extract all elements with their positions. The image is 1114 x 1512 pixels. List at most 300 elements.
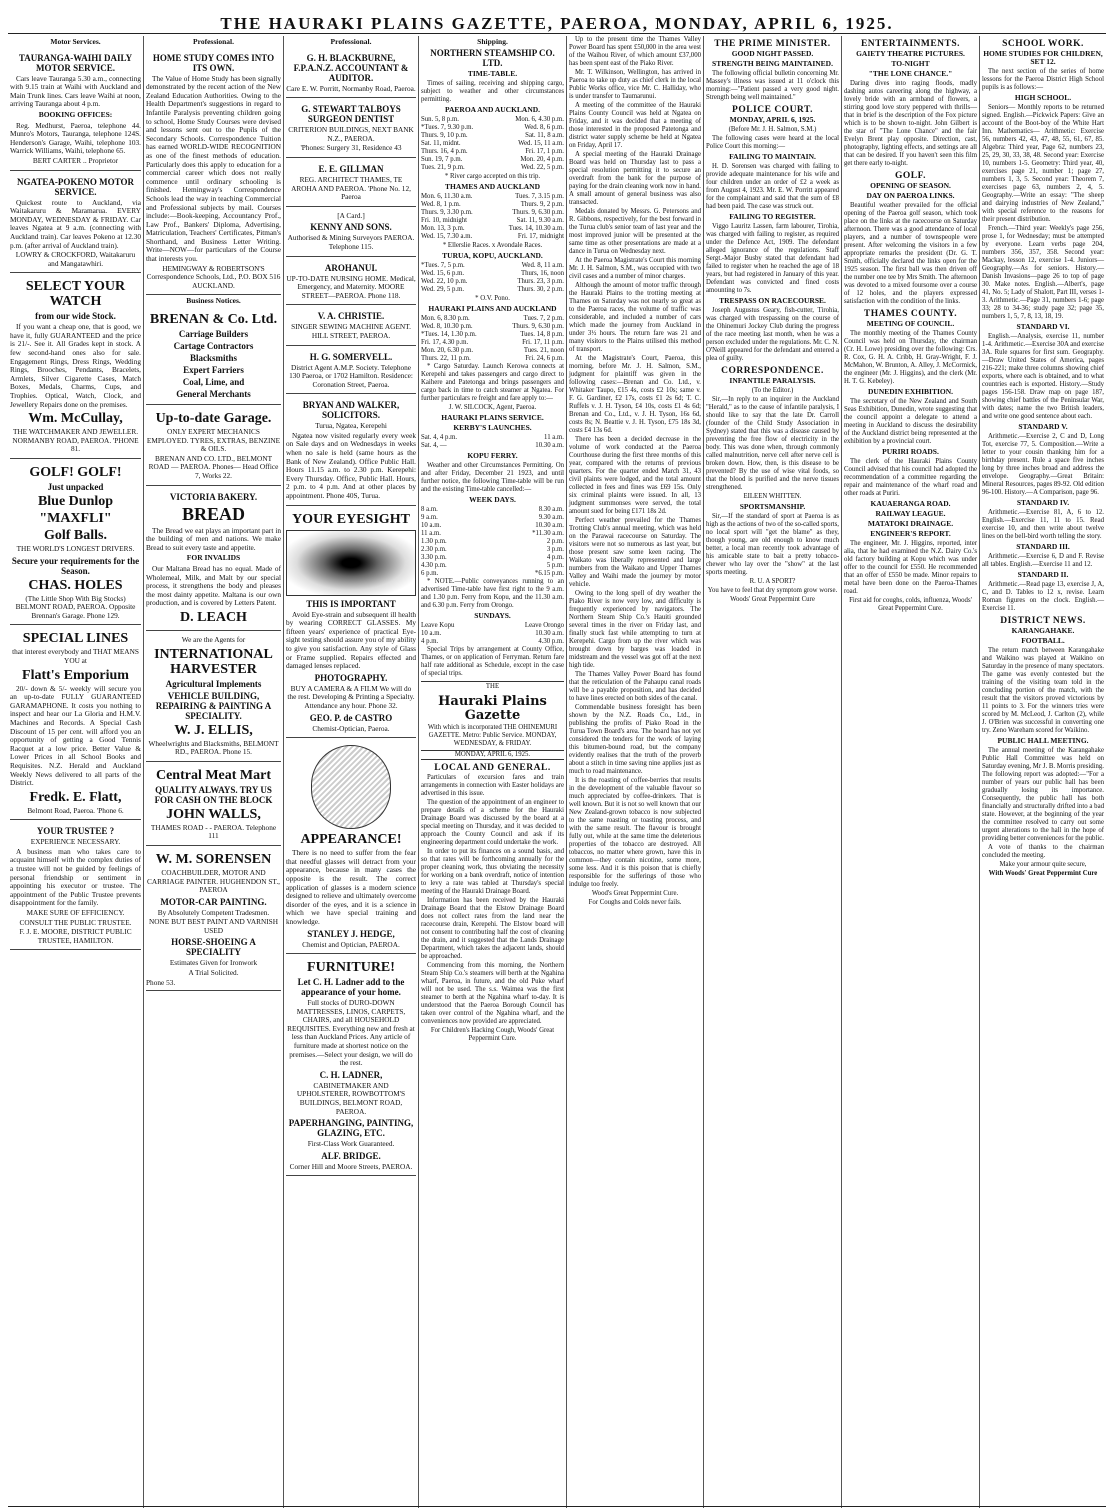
article-subtitle: GAIETY THEATRE PICTURES. [856,49,965,58]
timetable-leave-a: 9 a.m. [421,514,438,521]
article-paragraph: H. D. Sorensen was charged with failing to provide adequate maintenance for his wife and four children under an order of £2 a week as from August 4, 1923. Mr. E. W. Porritt appeared for the complainant and said that the sum of £8 had been paid. The case was struck out. [706,163,839,210]
nameplate: Hauraki Plains Gazette [438,694,547,723]
timetable-row [421,262,564,270]
ad-address: Chemist and Optician, PAEROA. [302,939,400,949]
ad-title: Up-to-date Garage. [155,411,272,427]
timetable-leave-b: Fri. 17, 1 p.m. [525,148,564,155]
route-title: PAEROA AND AUCKLAND. [444,105,541,114]
article-subtitle: STANDARD V. [1018,422,1068,431]
article-paragraph: Arithmetic.—Exercise 6, D and F. Revise all tables. English.—Exercise 11 and 12. [982,553,1104,568]
timetable-leave-a: Sat. 11, midnt. [421,140,461,147]
timetable-leave-a: 4 p.m. [421,638,439,645]
timetable-leave-b: *11.30 a.m. [532,530,564,537]
article-subtitle: "THE LONE CHANCE." [868,69,953,78]
timetable-leave-a: Tues. 21, 9 p.m. [421,164,465,171]
route-rows [421,506,564,578]
timetable-leave-b: Leave Orongo [524,622,564,629]
article-subtitle: STRENGTH BEING MAINTAINED. [712,59,833,68]
timetable-row [421,323,564,331]
ad-arohanui [286,259,416,306]
ad-text: Our Maltana Bread has no equal. Made of Wholemeal, Milk, and Malt by our special process, it strengthens the body and pleases the most dainty appetite. Maltana is our own production, and is covered by Letters Patent. [146,563,281,608]
masthead: THE HAURAKI PLAINS GAZETTE, PAEROA, MONDAY, APRIL 6, 1925. [220,14,894,33]
timetable-row [421,522,564,530]
ad-advertiser: CHAS. HOLES [28,577,123,593]
ad-subtitle: Agricultural Implements [165,678,262,689]
timetable-leave-b: Sat. 11, 9.30 a.m. [516,217,564,224]
article-paragraph: Medals donated by Messrs. G. Petersons and R. Gibbons, respectively, for the best forward in the Turua club's senior team of last year and the most improved junior will be presented at the same time as other presentations are made at a dance in Turua on Wednesday next. [569,208,701,255]
article-paragraph: The return match between Karangahake and Waikino was played at Waikino on Saturday in the presence of many spectators. The game was evenly contested but the training of the visiting team told in the concluding portion of the match, with the result that the visitors proved victorious by 11 points to 3. For the winners tries were scored by M. McLeod, J. Carlton (2), while J. O'Brien was successful in converting one try. Zeno Wareham scored for Waikino. [982,647,1104,734]
ad-address: COACHBUILDER, MOTOR AND CARRIAGE PAINTER. HUGHENDON ST., PAEROA [147,867,280,895]
agent-signature: J. W. SILCOCK, Agent, Paeroa. [448,404,537,411]
ad-blackburne [286,49,416,99]
ad-text: BUY A CAMERA & A FILM We will do the rest. Developing & Printing a Specialty. Attendance any hour. Phone 32. [287,683,415,710]
timetable-leave-b: 8.30 a.m. [538,506,564,513]
timetable-row [421,193,564,201]
timetable-row [421,442,564,450]
ad-ladner [286,956,416,1176]
ad-brenan [146,308,281,405]
timetable-row [421,530,564,538]
masthead-rule [8,33,1106,34]
article-subtitle: KARANGAHAKE. [1011,626,1075,635]
ad-title: NGATEA-POKENO MOTOR SERVICE. [17,176,134,197]
ad-text: THE WORLD'S LONGEST DRIVERS. [16,544,135,553]
ad-public-trustee [10,822,141,950]
article-paragraph: At the Magistrate's Court, Paeroa, this morning, before Mr. J. H. Salmon, S.M., judgment for plaintiff was given in the following cases:—Brenan and Co. Ltd., v. Whitaker Taupo, £15 4s, costs £2 10s; same v. F. G. Gardiner, £2 17s, costs £1 2s 6d; T. C. Ruffels v. J. H. Tyson, £4 10s, costs £1 4s 6d; Brenan and Co., Ltd., v. J. H. Tyson, 16s 6d, costs 8s; N. Beattie v. J. H. Tyson, £75 18s 3d, costs £4 13s 6d. [569,355,701,434]
timetable-row [421,514,564,522]
ad-address: BRENAN AND CO. LTD., BELMONT ROAD — PAEROA. Phones— Head Office 7, Works 22. [148,453,279,480]
article-subtitle: INFANTILE PARALYSIS. [729,376,816,385]
ad-line: General Merchants [176,389,251,400]
ad-text: Ngatea now visited regularly every week on Sale days and on Wednesdays in weeks when no sale is held (same hours as the Bank of New Zealand). Office Public Hall. Hours 11.15 a.m. to 2.30 p.m. Kerepehi: Every Thursday. Office, Public Hall. Hours, 2 p.m. to 4 p.m. And at other places by appointment. Phone 40S, Turua. [286,430,416,501]
timetable-leave-b: Tues. 7, 2 p.m. [523,315,564,322]
ad-text: First-Class Work Guaranteed. [307,1139,395,1149]
ad-line: Blacksmiths [189,353,237,364]
timetable-row [421,286,564,294]
route-note: * Ellerslie Races. x Avondale Races. [442,242,543,249]
section-heading: Professional. [193,37,234,46]
ad-address: CRITERION BUILDINGS, NEXT BANK N.Z., PAEROA. [288,125,414,143]
timetable-row [421,315,564,323]
column-professional-2 [283,36,418,1508]
route-rows [421,315,564,363]
article-paragraph: The question of the appointment of an engineer to prepare details of a scheme for the Hauraki Drainage Board was discussed by the board at a special meeting on Thursday, and it was decided to approach the County Council and ask if its engineering department could undertake the work. [421,799,564,846]
article-paragraph: In order to put its finances on a sound basis, and so that rates will be forthcoming annually for the proper cleaning work, thus obviating the necessity for working on a bank overdraft, notice of intention to levy a rate was tabled at Thursday's special meeting of the Hauraki Drainage Board. [421,848,564,895]
section-heading: Motor Services. [50,37,101,46]
article-subtitle: FOOTBALL. [1021,636,1065,645]
article-subtitle: PURIRI ROADS. [882,447,939,456]
timetable-row [421,116,564,124]
timetable-leave-a: Wed. 15, 6 p.m. [421,270,465,277]
ad-line: Coal, Lime, and [182,377,245,388]
ad-advertiser: W. J. ELLIS, [174,722,253,738]
article-subtitle: KAUAERANGA ROAD. [870,499,951,508]
ad-address: Authorised & Mining Surveyors PAEROA. Telephone 115. [287,233,415,251]
ad-subtitle: HORSE-SHOEING A SPECIALITY [171,937,256,958]
article-title: DISTRICT NEWS. [1000,616,1086,626]
ad-title: V. A. CHRISTIE. [317,311,385,322]
timetable-row [421,331,564,339]
timetable-leave-a: Wed. 29, 5 p.m. [421,286,465,293]
route-note: * River cargo accepted on this trip. [444,173,541,180]
timetable-leave-a: Sat. 4, 4 p.m. [421,434,458,441]
ad-subtitle: "MAXFLI" [39,511,112,526]
timetable-leave-a: 4.30 p.m. [421,562,447,569]
ad-text: Quickest route to Auckland, via Waitakaruru & Maramarua. EVERY MONDAY, WEDNESDAY & FRIDAY. Car leaves Ngatea at 9 a.m. (connecting with Auckland train). Car leaves Pokeno at 12.30 p.m. (after arrival of Auckland train). [10,197,141,250]
article-paragraph: The monthly meeting of the Thames County Council was held on Thursday, the chairman (Cr. H. Lowe) presiding over the following: Crs. R. Cox, G. H. A. Cribb, H. Gray-Wright, F. J. McMahon, W. Brunton, A. Alley, J. McCormick, the engineer (Mr. J. Higgins), and the clerk (Mr. H. T. G. Kebeley). [844,330,977,385]
route-subtitle: KERBY'S LAUNCHES. [453,423,532,432]
ad-title: HOME STUDY COMES INTO ITS OWN. [152,52,275,73]
footer-ad: First aid for coughs, colds, influenza, Woods' Great Peppermint Cure. [849,597,972,612]
timetable-leave-a: Leave Kopu [421,622,455,629]
ad-address: Chemist-Optician, Paeroa. [312,723,390,733]
timetable-leave-b: Fri. 17, 11 p.m. [522,339,564,346]
ad-title: G. STEWART TALBOYS SURGEON DENTIST [301,104,401,125]
ad-title: W. M. SORENSEN [155,851,272,867]
ad-text: A Trial Solicited. [188,968,239,978]
ad-subtitle: Let C. H. Ladner add to the appearance of your home. [297,977,405,998]
article-paragraph: Perfect weather prevailed for the Thames Trotting Club's annual meeting, which was held on the Parawai racecourse on Saturday. The visitors were not so numerous as last year, but those present saw some keen racing. The Waikato was liberally represented and large numbers from the Waikato and Upper Thames Valley and Waihi made the journey by motor vehicle. [569,517,701,588]
article-title: GOLF. [895,171,926,181]
article-subtitle: STANDARD VI. [1016,322,1070,331]
timetable-row [421,506,564,514]
footer-ad: You have to feel that dry symptom grow worse. [707,587,838,594]
column-local-news [566,36,703,1508]
ad-title: KENNY AND SONS. [310,222,392,233]
shipping-company: NORTHERN STEAMSHIP CO. LTD. [430,48,555,68]
article-paragraph: Information has been received by the Hauraki Drainage Board that the Elstow Drainage Board does not collect rates from the land near the racecourse drain, Kerepehi. The Elstow board will not consent to contributing half the cost of cleaning the drain, and it suggested that the Lands Drainage Department, which takes the adjacent lands, should be approached. [421,897,564,960]
footer-ad: With Woods' Great Peppermint Cure [988,870,1098,877]
article-subtitle: MEETING OF COUNCIL. [866,319,955,328]
ad-subtitle: PHOTOGRAPHY. [314,672,388,683]
ad-bakery [146,488,281,631]
timetable-leave-a: Mon. 6, 8.30 p.m. [421,315,470,322]
ad-advertiser: C. H. LADNER, [319,1069,383,1080]
ad-address: THE WATCHMAKER AND JEWELLER. NORMANBY ROAD, PAEROA. 'PHONE 81. [12,427,139,454]
article-paragraph: English.—Analysis, exercise 11, number 1-4. Arithmetic.—Exercise 30A and exercise 3A. Rule squares for first sum. Geography.—Draw United States of America, pages 216-221; make three columns showing chief exports, where each is obtained, and to what countries each is exported. History.—Study pages 156-158. Draw map on page 187, showing chief battles of the Peninsular War, with dates; name the two British leaders, and write one good sentence about each. [982,333,1104,420]
ad-address: Corner Hill and Moore Streets, PAEROA. [289,1161,413,1171]
timetable-leave-b: 10.30 a.m. [535,442,564,449]
timetable-leave-a: 10 a.m. [421,630,442,637]
timetable-leave-a: Mon. 13, 3 p.m. [421,225,465,232]
route-title: TURUA, KOPU, AUCKLAND. [442,251,543,260]
timetable-leave-b: 10.30 a.m. [535,630,564,637]
ad-watch [10,275,141,459]
timetable-leave-b: 4.30 p.m. [538,638,564,645]
timetable-row [421,140,564,148]
letter-signature: R. U. A SPORT? [749,578,796,585]
ad-christie [286,307,416,345]
route-subtitle: SUNDAYS. [474,611,511,620]
footer-ad: For Children's Hacking Cough, Woods' Great Peppermint Cure. [430,1027,555,1042]
ad-address: Care E. W. Porritt, Normanby Road, Paeroa. [286,83,416,93]
timetable-row [421,355,564,363]
timetable-row [421,217,564,225]
ad-line: Carriage Builders [178,329,249,340]
timetable-row [421,201,564,209]
timetable-row [421,270,564,278]
footer-ad: For Coughs and Colds never fails. [588,899,682,906]
article-title: THE PRIME MINISTER. [714,39,831,49]
ad-text: Reg. Medhurst, Paeroa, telephone 44. Munro's Motors, Tauranga, telephone 124S. Henderson's Garage, Waihi, telephone 103. Warrick Williams, Waihi, telephone 65. [10,120,141,156]
ad-text: 20/- down & 5/- weekly will secure you an up-to-date FULLY GUARANTEED GARAMAPHONE. It costs you nothing to inspect and hear our La Gloria and H.M.V. Machines and Records. A Special Cash Discount of 15 per cent. will afford you an opportunity of getting a Good Tennis Racquet at a low price. Better Value & Lower Prices in all School Books and Requisites. N.Z. Herald and Auckland Weekly News delivered to all parts of the District. [10,683,141,788]
timetable-row [421,132,564,140]
article-paragraph: Sir,—If the standard of sport at Paeroa is as high as the actions of two of the so-called sports, no local sport will "get the blame" as they, though young, are old enough to know much better, a local man recently took advantage of his amicable state to bait a pretty tobacco-chewer who lay over the "show" at the last sports meeting. [706,513,839,576]
timetable-leave-b: Thurs. 9, 6.30 p.m. [512,209,564,216]
article-paragraph: A vote of thanks to the chairman concluded the meeting. [982,844,1104,859]
ad-text: By Absolutely Competent Tradesmen. [157,907,270,917]
article-title: ENTERTAINMENTS. [860,39,961,49]
ad-flatt [10,627,141,820]
article-paragraph: Daring dives into raging floods, madly dashing autos careering along the highway, a lovely bride with an armband of flowers, a stirring good love story peppered with thrills—that in brief is the description of the Fox picture which is to be shown to-night. John Gilbert is the star of "The Lone Chance" and the fair Evelyn Brent play opposite. Direction, cast, photography, lighting effects, and settings are all that can be desired. If you haven't seen this film get there early to-night. [844,80,977,167]
article-paragraph: The following cases were heard at the local Police Court this morning:— [706,135,839,150]
ad-subtitle: from our wide Stock. [35,311,116,322]
article-subtitle: GOOD NIGHT PASSED. [731,49,814,58]
ad-title: APPEARANCE! [300,832,402,848]
timetable-row [421,347,564,355]
bottom-rule [8,1506,1106,1507]
timetable-row [421,570,564,578]
timetable-leave-a: Mon. 20, 6.30 p.m. [421,347,474,354]
ad-advertiser: JOHN WALLS, [166,806,261,822]
ad-title: FURNITURE! [307,960,395,976]
ad-subtitle: MOTOR-CAR PAINTING. [160,896,267,907]
timetable-leave-a: 11 a.m. [421,530,441,537]
ad-text: We are the Agents for [181,634,246,644]
article-paragraph: Arithmetic.—Exercise 81, A, 6 to 12. English.—Exercise 11, 11 to 15. Read exercise 10, and then write about twelve lines on the bell-bird worth telling the story. [982,509,1104,540]
timetable-leave-b: Wed. 8, 6 p.m. [524,124,564,131]
article-subtitle: TRESPASS ON RACECOURSE. [719,296,826,305]
route-title: HAURAKI PLAINS AND AUCKLAND [428,304,557,313]
article-paragraph: Seniors— Monthly reports to be returned signed. English.—Pickwick Papers: Give an account of the Boot-boy of the White Hart Inn. Mathematics— Arithmetic: Exercise 56, numbers 42, 43, 47, 48, 55, 61, 67, 85. Algebra: Third year, Page 62, numbers 23, 25, 29, 30, 33, 38, 48. Second year: Exercise 10, numbers 1-5. Geometry: Third year, 40, exercises page 21, number 1; page 27, numbers 1, 3, 5. Second year: Theorem 7, exercises page 63, numbers 2, 4, 5. Geography.—Write an essay: "The sheep and dairying industries of New Zealand," with special reference to the reasons for their present distribution. [982,104,1104,223]
ad-address: UP-TO-DATE NURSING HOME. Medical, Emergency, and Maternity. MOORE STREET—PAEROA. Phone 118. [286,273,416,300]
ad-text: VEHICLE BUILDING, REPAIRING & PAINTING A SPECIALITY. [155,690,272,721]
article-paragraph: There has been a decided decrease in the volume of work conducted at the Paeroa Courthouse during the first three months of this year, compared with the returns of previous quarters. For the quarter ended March 31, 43 civil plaints were lodged, and the total amount collected in fees and fines was £69 15s. Only six criminal plaints were issued. In all, 13 judgment summonses were served, the total amount sued for being £171 18s 2d. [569,436,701,515]
timetable-leave-a: Wed. 8, 1 p.m. [421,201,461,208]
article-paragraph: Commencing from this morning, the Northern Steam Ship Co.'s steamers will berth at the Ngahina wharf, Paeroa, in future, and the old Puke wharf will not be used. The s.s. Waimea was the first steamer to berth at the Ngahina wharf to-day. It is understood that the Paeroa Borough Council has taken over control of the Ngahina wharf, and the conveniences now provided are appreciated. [421,962,564,1025]
timetable-leave-a: Sun. 19, 7 p.m. [421,156,463,163]
timetable-row [421,209,564,217]
timetable-row [421,562,564,570]
ad-gillman [286,160,416,207]
timetable-row [421,225,564,233]
timetable-leave-a: Wed. 8, 10.30 p.m. [421,323,473,330]
ad-text: Secure your requirements for the Season. [11,555,140,576]
route-note: * Cargo Saturday. Launch Kerowa connects at Kerepehi and takes passengers and cargo direct to Kaihere and Patetonga and brings passengers and cargo back in time to catch steamer at Ngatea. For further particulars re freight and fare apply to:— [421,363,564,402]
timetable-leave-a: 8 a.m. [421,506,438,513]
ad-subtitle: BOOKING OFFICES: [38,109,113,119]
ad-subtitle: Golf Balls. [43,528,107,543]
timetable-row [421,622,564,630]
ad-harvester [146,633,281,762]
column-professional [143,36,283,1508]
route-rows [421,262,564,294]
timetable-leave-a: *Tues. 7, 9.30 p.m. [421,124,474,131]
article-subtitle: RAILWAY LEAGUE. [875,509,946,518]
ad-text: The Value of Home Study has been signally demonstrated by the recent action of the New Zealand Education Authorities. Owing to the Health Department's suggestions in regard to Infantile Paralysis preventing children going to school, Home Study Courses were devised and lessons sent out to the Pupils of the Secondary Schools. Correspondence Tuition has earned WORLD-WIDE RECOGNITION as one of the finest methods of education. Particularly does this apply to education for a commercial career which does not really commence until ordinary schooling is finished. Hemingway's Correspondence Schools lead the way in teaching Commercial and Professional subjects by mail. Courses include:—Book-keeping, Accountancy Prof., Law Prof., Bankers' Diploma, Advertising, Matriculation, Teachers' Certificates, Pitman's Shorthand, and Business Letter Writing. Write—NOW—for particulars of the Course that interests you. [146,73,281,264]
ad-meat-mart [146,764,281,846]
ad-title: YOUR EYESIGHT [292,511,410,527]
ad-eyesight [286,508,416,739]
timetable-leave-a: 2.30 p.m. [421,546,447,553]
article-subtitle: ENGINEER'S REPORT. [870,529,951,538]
ad-subtitle: PAPERHANGING, PAINTING, GLAZING, ETC. [288,1118,414,1139]
article-title: CORRESPONDENCE. [721,366,824,376]
article-subtitle: DAY ON PAEROA LINKS. [866,191,955,200]
route-rows [421,116,564,172]
article-paragraph: The annual meeting of the Karangahake Public Hall Committee was held on Saturday evening, Mr J. B. Morris presiding. The following report was adopted:—"For a number of years our public hall has been gradually losing its importance. Consequently, the public hall has both financially and structurally drifted into a bad state. However, at the beginning of the year the committee resolved to carry out some urgent alterations to the hall in the hope of providing better conveniences for the public. [982,747,1104,842]
route-note: * NOTE.—Public conveyances running to an advertised Time-table have first right to the 9 a.m. and 1.30 p.m. Ferry from Kopu, and the 11.30 a.m. and 6.30 p.m. Ferry from Orongo. [421,578,564,609]
ad-advertiser: ALF. BRIDGE. [321,1150,381,1161]
ad-phone: Phone 53. [146,977,176,987]
article-paragraph: A meeting of the committee of the Hauraki Plains County Council was held at Ngatea on Friday, and it was decided that a meeting of those interested in the proposed Patetonga and district water supply scheme be held at Ngatea on Friday, April 17. [569,102,701,149]
ad-title: E. E. GILLMAN [318,163,384,174]
timetable-leave-b: Thurs. 9, 2 p.m. [520,201,564,208]
timetable-row [421,156,564,164]
ad-home-study [146,49,281,296]
ad-title: GOLF! GOLF! [29,465,122,480]
ad-title: H. G. SOMERVELL. [309,351,393,362]
timetable-leave-a: Thurs. 22, 11 p.m. [421,355,471,362]
article-paragraph: At the Paeroa Magistrate's Court this morning Mr. J. H. Salmon, S.M., was occupied with two civil cases and a number of minor charges. [569,257,701,280]
article-subtitle: MATATOKI DRAINAGE. [867,519,954,528]
timetable-leave-a: Sat. 4, — [421,442,447,449]
timetable-leave-b: Wed. 15, 11 a.m. [518,140,564,147]
timetable-leave-b: Mon. 20, 4 p.m. [520,156,564,163]
timetable-leave-a: Mon. 6, 11.30 a.m. [421,193,473,200]
article-paragraph: Commendable business foresight has been shown by the N.Z. Roads Co., Ltd., in publishing the profits of Piako Road in the Turua Town Board's area. The board has not yet considered the tenders for the work of laying this bitumen-bound road, but the company evidently realises that the truth of the proverb about a stitch in time saving nine applies just as much to road maintenance. [569,704,701,775]
route-rows [421,193,564,241]
timetable-row [421,554,564,562]
article-paragraph: Owing to the long spell of dry weather the Piako River is now very low, and difficulty is frequently experienced by navigators. The Northern Steam Ship Co.'s Hauiti grounded several times in the river on Friday last, and finally stuck fast while attempting to turn at Kerepehi. Cargo from up the river which was brought down by barges was loaded in midstream and the vessel was got off at the next high tide. [569,590,701,669]
article-paragraph: A special meeting of the Hauraki Drainage Board was held on Thursday last to pass a special resolution permitting it to secure an overdraft from the bank for the purpose of paying for the drain cleaning work now in hand. A small amount of general business was also transacted. [569,151,701,206]
ad-text: Estimates Given for Ironwork [169,958,258,968]
timetable-leave-a: *Tues. 7, 5 p.m. [421,262,465,269]
article-subtitle: SPORTSMANSHIP. [739,502,806,511]
article-subtitle: HIGH SCHOOL. [1014,93,1072,102]
route-title: THAMES AND AUCKLAND [444,182,540,191]
ad-subtitle: that interest everybody and THAT MEANS YOU at [12,647,139,665]
ad-advertiser: Wm. McCullay, [28,411,123,427]
ad-golf [10,461,141,625]
timetable-row [421,638,564,646]
column-prime-minister [703,36,841,1508]
ad-line: Cartage Contractors [173,341,254,352]
ad-title: Central Meat Mart [155,767,272,783]
ad-address: F. J. E. MOORE, DISTRICT PUBLIC TRUSTEE, HAMILTON. [19,927,132,945]
eye-illustration [286,530,416,596]
timetable-leave-b: 5 p.m. [546,562,564,569]
ad-title: YOUR TRUSTEE ? [36,826,115,837]
ad-sorensen [146,848,281,991]
timetable-leave-a: Fri. 17, 4.30 p.m. [421,339,469,346]
column-entertainments [841,36,979,1508]
article-title: THAMES COUNTY. [863,309,958,319]
ad-text: A business man who takes care to acquaint himself with the complex duties of a trustee will not be guided by feelings of personal friendship or sentiment in appointing his executor or trustee. The appointment of the Public Trustee prevents disappointment for the family. [10,846,141,908]
timetable-leave-a: 1.30 p.m. [421,538,447,545]
timetable-leave-a: Wed. 15, 7.30 a.m. [421,233,473,240]
article-subtitle: FAILING TO MAINTAIN. [729,152,816,161]
article-subtitle: FAILING TO REGISTER. [729,212,816,221]
ad-text: Avoid Eye-strain and subsequent ill health by wearing CORRECT GLASSES. My fifteen years' experience of practical Eye-sight testing should assure you of my ability to give you satisfaction. Any style of Glass or Frame supplied. Repairs effected and damaged lenses replaced. [286,609,416,671]
timetable-leave-b: Tues. 7, 3.15 p.m. [515,193,564,200]
divider [421,681,564,682]
article-title: POLICE COURT. [732,105,813,115]
timetable-leave-a: Fri. 10, midnight [421,217,468,224]
route-subtitle: WEEK DAYS. [469,495,516,504]
ad-advertiser: Flatt's Emporium [22,667,129,683]
timetable-leave-a: 3.30 p.m. [421,554,447,561]
article-subtitle: DUNEDIN EXHIBITION. [867,387,954,396]
article-paragraph: Up to the present time the Thames Valley Power Board has spent £50,000 in the area west of the Waihou River, of which amount £37,000 has been spent east of the Piako River. [569,36,701,67]
timetable-leave-b: Tues. 14, 10.30 a.m. [508,225,564,232]
ad-bryan-walker [286,396,416,505]
ad-proprietor: BERT CARTER .. Proprietor [32,155,119,165]
timetable-leave-b: Mon. 6, 4.30 p.m. [515,116,564,123]
timetable-leave-b: 11 a.m. [544,434,564,441]
ad-address: HEMINGWAY & ROBERTSON'S Correspondence Schools, Ltd., P.O. BOX 516 AUCKLAND. [146,263,281,290]
ad-garage [146,407,281,486]
column-school-work [979,36,1106,1508]
footer-ad: Make your armour quite secure, [999,861,1087,868]
route-rows [421,622,564,646]
timetable-text: Times of sailing, receiving and shipping cargo, subject to weather and other circumstances permitting. [421,80,564,103]
letter-signature: EILEEN WHITTEN. [743,493,802,500]
ad-address: REG. ARCHITECT THAMES, TE AROHA AND PAEROA. 'Phone No. 12, Paeroa [291,174,411,202]
ad-appearance [286,740,416,954]
ad-advertiser: D. LEACH [180,609,247,625]
route-title: KOPU FERRY. [467,451,518,460]
ad-proprietor: LOWRY & CROCKFORD, Waitakaruru and Mangatawhiri. [15,250,136,268]
timetable-leave-a: Thurs. 16, 4 p.m. [421,148,468,155]
article-paragraph: Sir,—In reply to an inquirer in the Auckland "Herald," as to the cause of infantile paralysis, I should like to say that the late Dr. Carroll (founder of the Child Study Association in Sydney) stated that this was a disease caused by preventing the free flow of electricity in the body. This was done when, through commonly called malnutrition, nerve cell after nerve cell is broken down. How, then, is this disease to be prevented? By the use of wise vital foods, so that the blood is purified and the nerve tissues strengthened. [706,396,839,491]
timetable-leave-a: 6 p.m. [421,570,439,577]
ad-text: NONE BUT BEST PAINT AND VARNISH USED [148,917,278,935]
ad-address: Wheelwrights and Blacksmiths, BELMONT RD., PAEROA. Phone 15. [148,738,279,757]
ad-text: [A Card.] [337,210,365,220]
dateline: MONDAY, APRIL 6, 1925. [421,750,564,760]
article-paragraph: The engineer, Mr. J. Higgins, reported, inter alia, that he had examined the N.Z. Dairy Co.'s old factory building at Kopu which was under offer to the council for £550. He recommended that an offer of £550 be made. Minor repairs to metal have been done on the Paeroa-Thames road. [844,540,977,595]
article-paragraph: Beautiful weather prevailed for the official opening of the Paeroa golf season, which took place on the links at the racecourse on Saturday afternoon. There was a good attendance of local players, and a number of townspeople were present. After welcoming the visitors in a few appropriate remarks the president (Dr. G. T. Smith, officially declared the links open for the 1925 season. The first ball was then driven off the number one tee by Mrs Smith. The afternoon was devoted to a mixed foursome over a course of 12 holes, and the players expressed satisfaction with the condition of the links. [844,202,977,305]
ad-talboys [286,100,416,158]
timetable-leave-a: Thurs. 9, 10 p.m. [421,132,468,139]
timetable-row [421,124,564,132]
ad-subtitle: CONSULT THE PUBLIC TRUSTEE. [19,917,132,927]
column-motor-services [8,36,143,1508]
ad-subtitle: MAKE SURE OF EFFICIENCY. [26,908,125,918]
footer-ad: Woods' Great Peppermint Cure [730,596,815,603]
article-paragraph: The secretary of the New Zealand and South Seas Exhibition, Dunedin, wrote suggesting that the council appoint a delegate to attend a meeting in Auckland to discuss the desirability of the Auckland district being represented at the exhibition by a provincial court. [844,398,977,445]
article-paragraph: The next section of the series of home lessons for the Paeroa District High School pupils is as follows:— [982,68,1104,91]
ad-line: Expert Farriers [183,365,244,376]
ad-subtitle: Turua, Ngatea, Kerepehi [315,421,387,431]
timetable-leave-b: 9.30 a.m. [538,514,564,521]
timetable-leave-a: Sun. 5, 8 p.m. [421,116,459,123]
ad-subtitle: Just unpacked [47,482,104,492]
timetable-leave-b: Wed. 8, 11 a.m. [521,262,564,269]
ad-address: SINGER SEWING MACHINE AGENT. HILL STREET, PAEROA. [291,322,411,340]
article-paragraph: Particulars of excursion fares and train arrangements in connection with Easter holidays are advertised in this issue. [421,774,564,797]
section-heading: Professional. [330,37,372,46]
ad-address: CABINETMAKER AND UPHOLSTERER, ROWBOTTOM'S BUILDINGS, BELMONT ROAD, PAEROA. [296,1080,406,1116]
timetable-leave-b: Thurs, 16, noon [520,270,564,277]
ad-title: AROHANUI. [324,262,378,273]
column-shipping [418,36,566,1508]
article-subtitle: OPENING OF SEASON. [870,181,951,190]
article-paragraph: Arithmetic.—Read page 13, exercise J, A, C, and D. Tables to 12 x, revise. Learn Roman figures on the clock. English.—Exercise 11. [982,581,1104,612]
ad-text: ONLY EXPERT MECHANICS EMPLOYED. TYRES, EXTRAS, BENZINE & OILS. [146,427,281,454]
nameplate-sub: With which is incorporated THE OHINEMURI GAZETTE. Metro: Public Service. MONDAY, WEDNESDAY, & FRIDAY. [427,724,558,747]
